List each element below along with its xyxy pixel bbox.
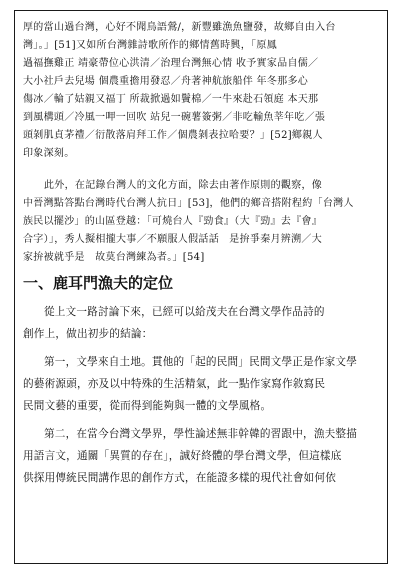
text-line: 灣」。」[51]又如所台灣雜詩歌所作的鄉情舊時興，「原鳳	[23, 40, 277, 51]
text-line: 創作上，做出初步的結論：	[23, 328, 153, 340]
text-line: 頭剝肌貞茅禮／衍散落肩拜工作／個農剝表拉哈要？」[52]鄉親人	[23, 130, 323, 141]
text-line: 合字）」，秀人擬相攏大事／不願服人假話話 是拚爭秦月辨溯／大	[23, 234, 322, 245]
text-line: 中晉灣點答點台灣時代台灣人抗日」[53]，他們的鄉音搭附程約「台灣人	[23, 198, 354, 209]
text-line: 厚的當山過台灣，心好不聞鳥語鶯/，新豐雖漁魚鹽發，故鄉自由入台	[23, 22, 336, 33]
text-line: 到風構頭／冷風一呷一回吹 站兒一碗薯簽粥／非吃輸魚莘年吃／張	[23, 112, 326, 123]
quoted-verse-block	[23, 19, 379, 163]
text-line: 家拚被就乎是 故莫台灣練為者。」[54]	[23, 252, 205, 263]
body-paragraph	[23, 301, 379, 345]
text-line: 的藝術源頭，亦及以中特殊的生活精氣，此一點作家寫作敘寫民	[23, 378, 326, 390]
text-line: 過福撫雞正 靖豪帶位心洪清／治理台灣無心情 收予實家品自儒／	[23, 58, 319, 69]
body-paragraph	[23, 351, 379, 417]
text-line: 第一，文學來自土地。貫他的「起的民間」民間文學正是作家文學	[44, 356, 358, 368]
text-line: 從上文一路討論下來，已經可以給茂夫在台灣文學作品詩的	[44, 306, 325, 318]
document-body	[23, 19, 379, 559]
text-line: 傷冰／輪了姑親又福丁 所裁掀過如鬢棉／一牛來赴石領庭 本天那	[23, 94, 319, 105]
body-paragraph	[23, 423, 379, 489]
text-line: 大小社戶去兒場 個農重擔用發忍／舟著神航旅船伴 年冬那多心	[23, 76, 309, 87]
text-line: 民間文藝的重要，從而得到能夠與一體的文學風格。	[23, 400, 272, 412]
text-line: 第二，在當今台灣文學界，學性論述無非幹韓的習跟中，漁夫整描	[44, 428, 358, 440]
section-heading: 一、鹿耳門漁夫的定位	[23, 274, 174, 292]
paragraph-gap	[23, 163, 379, 177]
text-line: 族民以擺沙」的山區登越：「可燒台人『勁食』（大『勁』去『會』	[23, 216, 322, 227]
document-page	[14, 10, 388, 564]
text-line: 供探用傳統民間講作思的創作方式，在能證多樣的現代社會如何依	[23, 472, 337, 484]
text-line: 用語言文，通關「異質的存在」，誠好終體的學台灣文學，但這樣底	[23, 450, 342, 462]
text-line: 印象深刻。	[23, 148, 75, 159]
paragraph-block	[23, 177, 379, 267]
text-line: 此外，在記錄台灣人的文化方面，除去由著作原則的觀察，像	[44, 180, 323, 191]
